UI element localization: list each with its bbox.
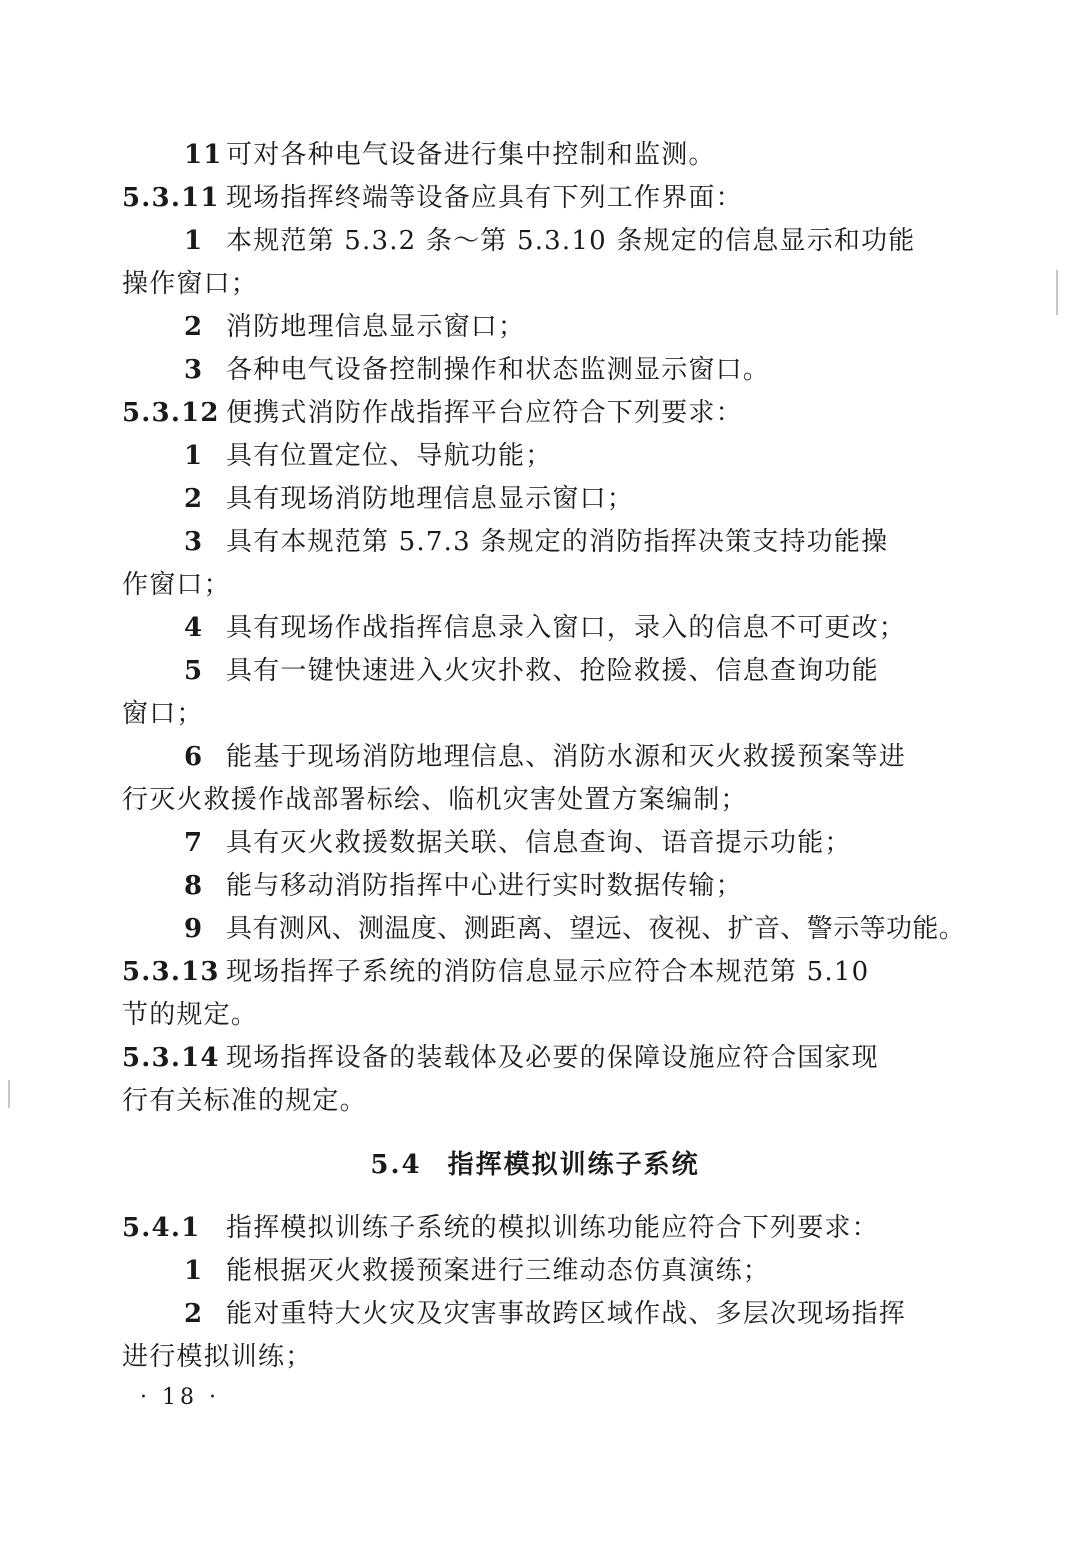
item-number: 5: [184, 656, 204, 686]
item-continuation: 行灭火救援作战部署标绘、临机灾害处置方案编制；: [122, 785, 748, 815]
item-number: 9: [184, 914, 203, 944]
item-text: 消防地理信息显示窗口；: [226, 312, 526, 342]
clause: [122, 952, 947, 992]
item-text: 具有现场作战指挥信息录入窗口，录入的信息不可更改；: [226, 613, 907, 643]
item-text: 能基于现场消防地理信息、消防水源和灭火救援预案等进: [226, 742, 907, 772]
item-number: 2: [184, 1299, 204, 1329]
item-text: 具有一键快速进入火灾扑救、抢险救援、信息查询功能: [226, 656, 879, 686]
clause-number: 5.3.11: [122, 183, 220, 213]
item-number: 1: [184, 1256, 204, 1286]
clause-number: 5.3.13: [122, 957, 220, 987]
clause: [122, 1208, 947, 1248]
list-item: [184, 737, 947, 777]
clause-text: 指挥模拟训练子系统的模拟训练功能应符合下列要求：: [226, 1213, 879, 1243]
item-continuation: 进行模拟训练；: [122, 1342, 313, 1372]
clause-number: 5.3.14: [122, 1043, 220, 1073]
item-continuation: 窗口；: [122, 699, 204, 729]
list-item: [184, 479, 947, 519]
clause-text: 现场指挥子系统的消防信息显示应符合本规范第 5.10: [226, 957, 870, 987]
clause: [122, 1038, 947, 1078]
item-text: 具有测风、测温度、测距离、望远、夜视、扩音、警示等功能。: [226, 914, 966, 944]
item-text: 能与移动消防指挥中心进行实时数据传输；: [226, 871, 743, 901]
item-continuation: 作窗口；: [122, 570, 231, 600]
clause-number: 5.4.1: [122, 1213, 201, 1243]
list-item: [184, 909, 966, 949]
clause-text: 现场指挥设备的装载体及必要的保障设施应符合国家现: [226, 1043, 879, 1073]
list-item: [184, 866, 947, 906]
item-text: 各种电气设备控制操作和状态监测显示窗口。: [226, 355, 771, 385]
item-number: 2: [184, 484, 204, 514]
scan-mark: [1056, 270, 1058, 315]
list-item: [184, 608, 947, 648]
scan-mark: [8, 1080, 10, 1108]
clause-continuation: 行有关标准的规定。: [122, 1086, 367, 1116]
item-number: 4: [184, 613, 204, 643]
item-number: 7: [184, 828, 204, 858]
clause: [122, 393, 947, 433]
list-item: [184, 823, 947, 863]
item-text: 可对各种电气设备进行集中控制和监测。: [226, 140, 716, 170]
list-item: [184, 522, 947, 562]
list-item: [184, 1251, 947, 1291]
list-item: [184, 651, 947, 691]
clause-text: 现场指挥终端等设备应具有下列工作界面：: [226, 183, 743, 213]
item-number: 2: [184, 312, 204, 342]
list-item: [184, 350, 947, 390]
item-number: 6: [184, 742, 204, 772]
section-title-text: 指挥模拟训练子系统: [447, 1150, 700, 1180]
item-number: 8: [184, 871, 204, 901]
item-text: 具有灭火救援数据关联、信息查询、语音提示功能；: [226, 828, 852, 858]
item-text: 能根据灭火救援预案进行三维动态仿真演练；: [226, 1256, 771, 1286]
list-item: [184, 436, 947, 476]
section-number: 5.4: [370, 1150, 422, 1180]
clause: [122, 178, 947, 218]
list-item: [184, 1294, 947, 1334]
item-number: 3: [184, 527, 204, 557]
item-text: 具有现场消防地理信息显示窗口；: [226, 484, 635, 514]
page-number: · 18 ·: [140, 1385, 220, 1410]
item-text: 能对重特大火灾及灾害事故跨区域作战、多层次现场指挥: [226, 1299, 907, 1329]
item-text: 具有本规范第 5.7.3 条规定的消防指挥决策支持功能操: [226, 527, 889, 557]
item-number: 1: [184, 226, 204, 256]
item-number: 3: [184, 355, 204, 385]
item-number: 1: [184, 441, 204, 471]
item-text: 本规范第 5.3.2 条～第 5.3.10 条规定的信息显示和功能: [226, 226, 916, 256]
item-number: 11: [184, 140, 223, 170]
item-text: 具有位置定位、导航功能；: [226, 441, 553, 471]
list-item: [184, 135, 947, 175]
list-item: [184, 307, 947, 347]
item-continuation: 操作窗口；: [122, 269, 259, 299]
list-item: [184, 221, 947, 261]
clause-number: 5.3.12: [122, 398, 220, 428]
clause-continuation: 节的规定。: [122, 1000, 259, 1030]
section-title: [0, 1145, 1070, 1185]
clause-text: 便携式消防作战指挥平台应符合下列要求：: [226, 398, 743, 428]
